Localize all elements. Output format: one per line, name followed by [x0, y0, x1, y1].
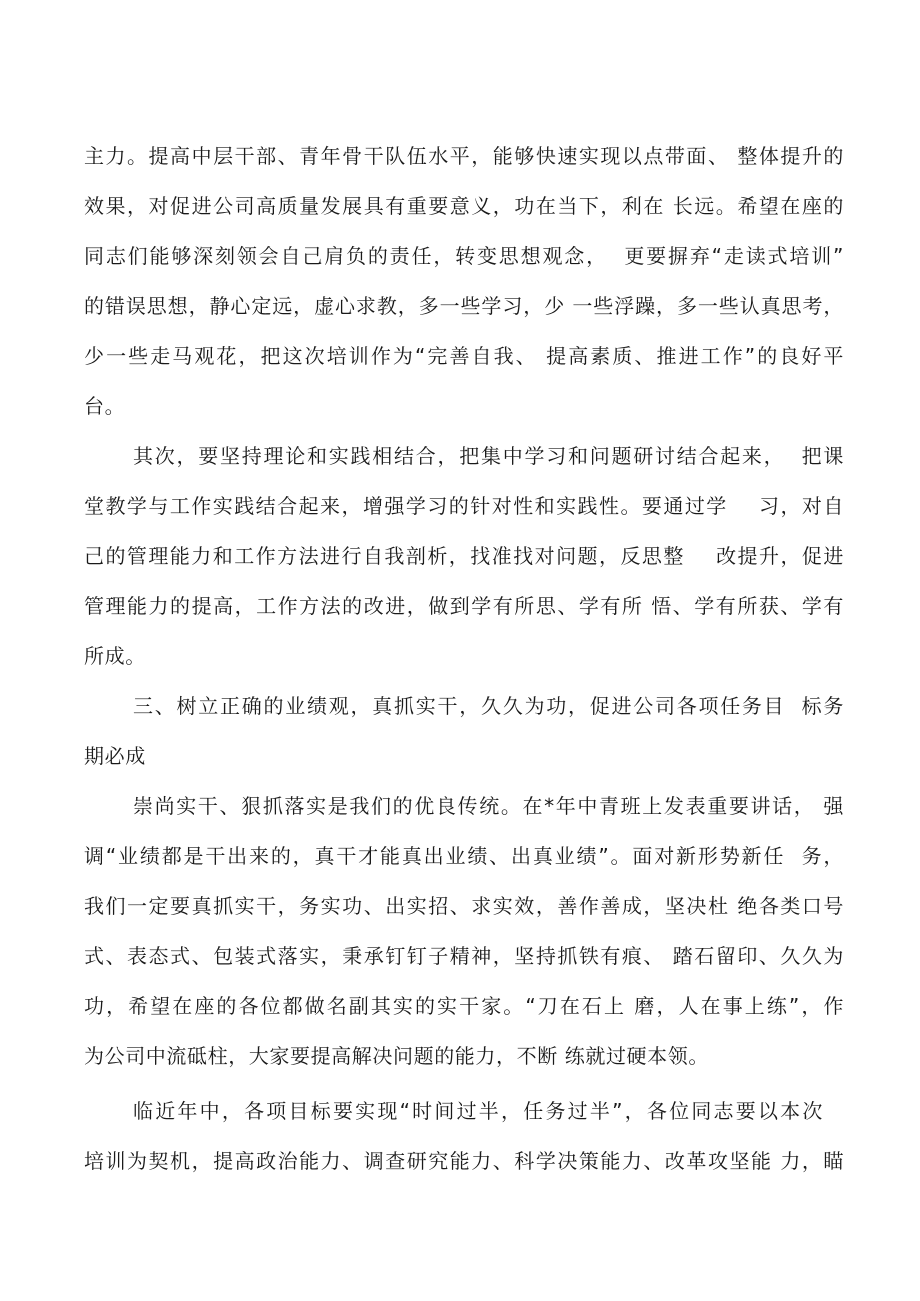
text-line: 调“业绩都是干出来的，真干才能真出业绩、出真业绩”。面对新形势新任 务，	[84, 844, 844, 868]
text-line: 式、表态式、包装式落实，秉承钉钉子精神，坚持抓铁有痕、 踏石留印、久久为	[84, 944, 844, 968]
text-line: 为公司中流砥柱，大家要提高解决问题的能力，不断 练就过硬本领。	[84, 1044, 709, 1068]
text-line: 的错误思想，静心定远，虚心求教，多一些学习，少 一些浮躁，多一些认真思考，	[84, 294, 844, 318]
text-line: 堂教学与工作实践结合起来，增强学习的针对性和实践性。要通过学 习，对自	[84, 494, 844, 518]
text-line: 同志们能够深刻领会自己肩负的责任，转变思想观念， 更要摒弃“走读式培训”	[84, 244, 844, 268]
paragraph-start-line: 其次，要坚持理论和实践相结合，把集中学习和问题研讨结合起来， 把课	[133, 444, 844, 468]
text-line: 效果，对促进公司高质量发展具有重要意义，功在当下，利在 长远。希望在座的	[84, 194, 844, 218]
text-line: 台。	[84, 394, 126, 418]
paragraph-start-line: 崇尚实干、狠抓落实是我们的优良传统。在*年中青班上发表重要讲话， 强	[133, 794, 844, 818]
text-line: 管理能力的提高，工作方法的改进，做到学有所思、学有所 悟、学有所获、学有	[84, 594, 844, 618]
text-line: 主力。提高中层干部、青年骨干队伍水平，能够快速实现以点带面、 整体提升的	[84, 144, 844, 168]
text-line: 我们一定要真抓实干，务实功、出实招、求实效，善作善成，坚决杜 绝各类口号	[84, 894, 844, 918]
paragraph-start-line: 临近年中，各项目标要实现“时间过半，任务过半”，各位同志要以本次	[133, 1099, 823, 1123]
text-line: 所成。	[84, 644, 146, 668]
section-heading-line: 期必成	[84, 744, 146, 768]
text-line: 功，希望在座的各位都做名副其实的实干家。“刀在石上 磨，人在事上练”，作	[84, 994, 844, 1018]
text-line: 己的管理能力和工作方法进行自我剖析，找准找对问题，反思整 改提升，促进	[84, 544, 844, 568]
text-line: 少一些走马观花，把这次培训作为“完善自我、 提高素质、推进工作”的良好平	[84, 344, 844, 368]
text-line: 培训为契机，提高政治能力、调查研究能力、科学决策能力、改革攻坚能 力，瞄	[84, 1149, 844, 1173]
section-heading-line: 三、树立正确的业绩观，真抓实干，久久为功，促进公司各项任务目 标务	[133, 694, 844, 718]
